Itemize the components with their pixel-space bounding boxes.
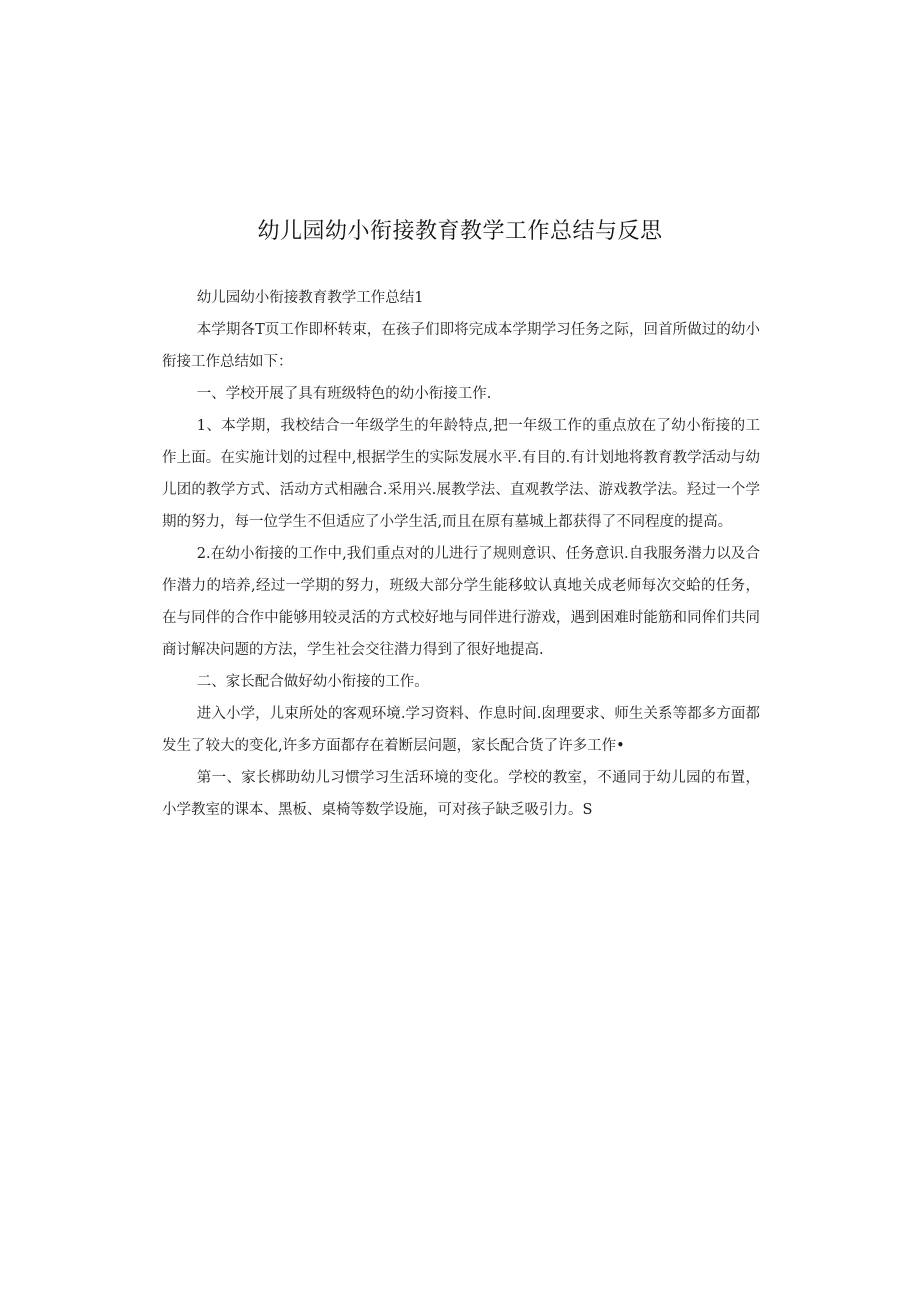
paragraph: 2.在幼小衔接的工作中,我们重点对的儿进行了规则意识、任务意识.自我服务潜力以及合作潜力的培养,经过一学期的努力，班级大部分学生能移蚊认真地关成老师每次交蛤的任务，在与同伴的合作中能够用较灵活的方式校好地与同伴进行游戏，遇到困难时能筋和同侔们共同商讨解决问题的方法，学生社会交往潜力得到了很好地提高. bbox=[162, 546, 760, 658]
section-subtitle: 幼儿园幼小衔接教育教学工作总结1 bbox=[196, 290, 424, 306]
paragraph: 一、学校开展了具有班级特色的幼小衔接工作. bbox=[196, 386, 492, 402]
paragraph: 本学期各T页工作即杯转束，在孩子们即将完成本学期学习任务之际，回首所做过的幼小衔接工作总结如下： bbox=[162, 322, 760, 370]
paragraph: 第一、家长梆助幼儿习惯学习生活环境的变化。学校的教室，不通同于幼儿园的布置，小学教室的课本、黑板、桌椅等数学设施，可对孩子缺乏吸引力。S bbox=[162, 770, 760, 818]
paragraph: 二、家长配合做好幼小衔接的工作。 bbox=[196, 674, 429, 690]
document-title: 幼儿园幼小衔接教育教学工作总结与反思 bbox=[257, 219, 663, 244]
document-body bbox=[162, 282, 760, 826]
paragraph: 进入小学，儿束所处的客观环境.学习资料、作息时间.囱理要求、师生关系等都多方面都发生了较大的变化,许多方面都存在着断层问题，家长配合货了许多工作• bbox=[162, 706, 760, 754]
paragraph: 1、本学期，我校结合一年级学生的年龄特点,把一年级工作的重点放在了幼小衔接的工作上面。在实施计划的过程中,根据学生的实际发展水平.有目的.有计划地将教育教学活动与幼儿团的教学方式、活动方式相融合.采用兴.展教学法、直观教学法、游戏教学法。羟过一个学期的努力，每一位学生不但适应了小学生活,而且在原有墓城上都获得了不同程度的提高。 bbox=[162, 418, 760, 530]
